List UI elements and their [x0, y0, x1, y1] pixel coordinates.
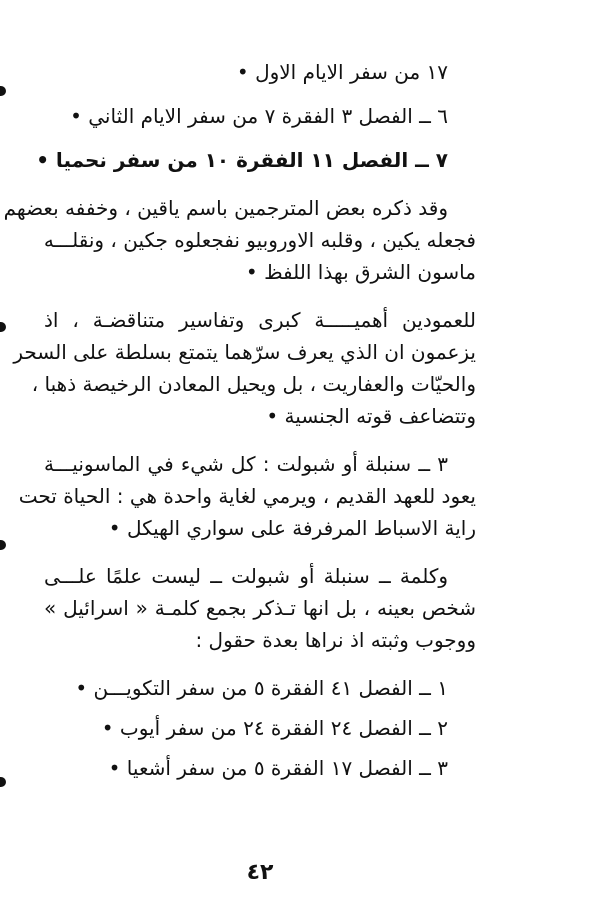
text-line: ٣ ــ الفصل ١٧ الفقرة ٥ من سفر أشعيا • [108, 756, 448, 780]
text-line: للعمودين أهميـــــة كبرى وتفاسير متناقضـة ، اذ [44, 308, 476, 332]
text-line: وتتضاعف قوته الجنسية • [266, 404, 476, 428]
page-number: ٤٢ [246, 860, 274, 885]
margin-mark [0, 322, 6, 332]
text-line: ١٧ من سفر الايام الاول • [236, 60, 448, 84]
margin-mark [0, 777, 6, 787]
book-page [3, 58, 476, 885]
text-line: راية الاسباط المرفرفة على سواري الهيكل • [108, 516, 476, 540]
text-line: وقد ذكره بعض المترجمين باسم ياقين ، وخففه بعضهم [3, 196, 448, 220]
text-line: يعود للعهد القديم ، ويرمي لغاية واحدة هي : الحياة تحت [18, 484, 476, 508]
text-line: ووجوب وثبته اذ نراها بعدة حقول : [195, 628, 476, 652]
text-line: شخص بعينه ، بل انها تـذكر بجمع كلمـة « اسرائيل » [44, 596, 476, 620]
text-line: والحيّات والعفاريت ، بل ويحيل المعادن الرخيصة ذهبا ، [31, 372, 476, 396]
text-line: فجعله يكين ، وقلبه الاوروبيو نفجعلوه جكين ، ونقلـــه [43, 228, 476, 252]
text-line: ١ ــ الفصل ٤١ الفقرة ٥ من سفر التكويـــن • [75, 676, 448, 700]
text-line: ٧ ــ الفصل ١١ الفقرة ١٠ من سفر نحميا • [36, 148, 448, 172]
text-line: يزعمون ان الذي يعرف سرّهما يتمتع بسلطة على السحر [13, 340, 476, 364]
text-line: ٢ ــ الفصل ٢٤ الفقرة ٢٤ من سفر أيوب • [101, 716, 448, 740]
text-line: وكلمة ــ سنبلة أو شبولت ــ ليست علمًا علـــى [44, 564, 448, 588]
margin-mark [0, 540, 6, 550]
text-line: ٣ ــ سنبلة أو شبولت : كل شيء في الماسونيـــة [44, 452, 448, 476]
text-line: ماسون الشرق بهذا اللفظ • [245, 260, 476, 284]
text-line: ٦ ــ الفصل ٣ الفقرة ٧ من سفر الايام الثاني • [70, 104, 448, 128]
margin-mark [0, 86, 6, 96]
